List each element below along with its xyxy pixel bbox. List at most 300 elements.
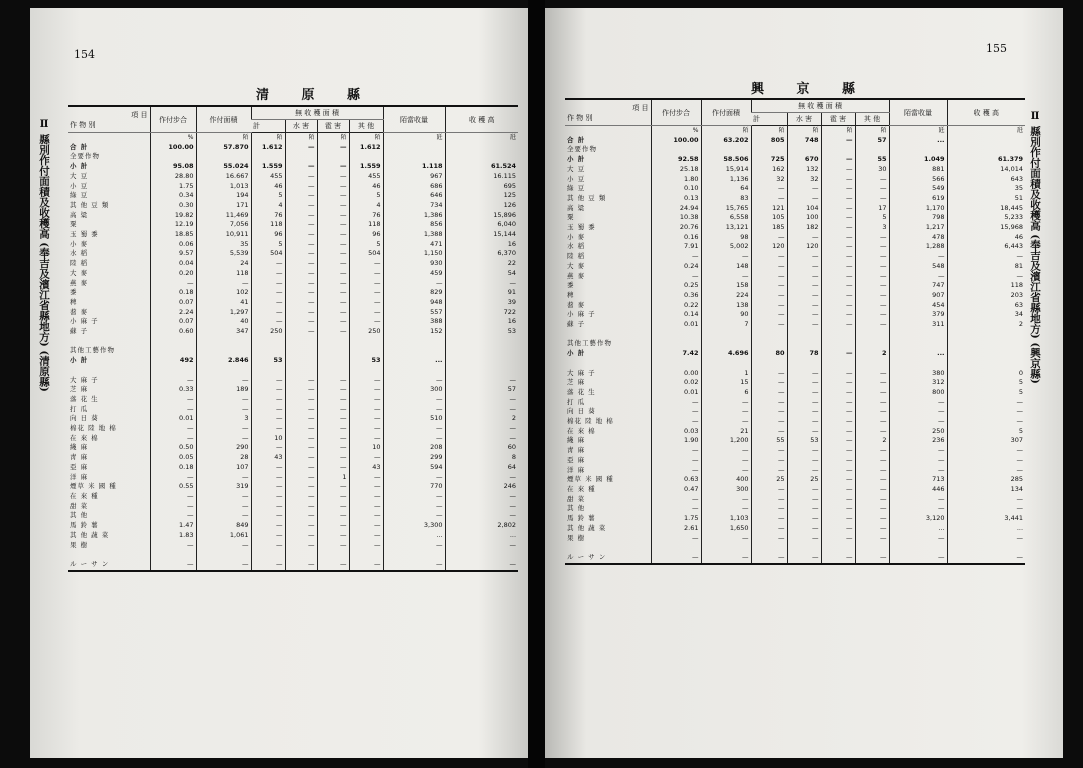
- value-cell: 35: [196, 240, 251, 250]
- value-cell: —: [251, 482, 285, 492]
- value-cell: 21: [701, 427, 751, 437]
- value-cell: 4.696: [701, 349, 751, 359]
- value-cell: 2: [947, 320, 1025, 330]
- value-cell: —: [349, 259, 383, 269]
- table-row: [68, 434, 518, 444]
- value-cell: 6: [701, 388, 751, 398]
- header-other: 其 他: [855, 113, 889, 126]
- value-cell: 126: [445, 201, 518, 211]
- value-cell: 18,445: [947, 204, 1025, 214]
- table-row: [68, 240, 518, 250]
- table-row: [565, 456, 1025, 466]
- value-cell: —: [821, 291, 855, 301]
- value-cell: [821, 145, 855, 155]
- value-cell: [445, 143, 518, 153]
- value-cell: —: [349, 473, 383, 483]
- value-cell: 53: [251, 356, 285, 366]
- value-cell: —: [317, 511, 349, 521]
- table-row: [565, 514, 1025, 524]
- value-cell: [701, 339, 751, 349]
- crop-name-cell: 大 麻 子: [70, 375, 99, 384]
- value-cell: —: [787, 485, 821, 495]
- header-harvest: 收 穫 高: [947, 99, 1025, 126]
- value-cell: —: [349, 279, 383, 289]
- value-cell: [196, 346, 251, 356]
- value-cell: —: [751, 514, 787, 524]
- value-cell: —: [751, 398, 787, 408]
- value-cell: 856: [383, 220, 445, 230]
- value-cell: 95.08: [150, 162, 196, 172]
- value-cell: 121: [751, 204, 787, 214]
- crop-name-cell: 黍: [70, 288, 78, 297]
- value-cell: —: [285, 172, 317, 182]
- value-cell: 118: [251, 220, 285, 230]
- crop-name-cell: 小 豆: [70, 181, 89, 190]
- value-cell: —: [701, 417, 751, 427]
- left-page-title: 清 原 縣: [256, 88, 375, 103]
- value-cell: 478: [889, 233, 947, 243]
- value-cell: —: [445, 560, 518, 571]
- value-cell: —: [855, 398, 889, 408]
- value-cell: 299: [383, 453, 445, 463]
- value-cell: —: [651, 446, 701, 456]
- value-cell: 78: [787, 349, 821, 359]
- value-cell: 312: [889, 378, 947, 388]
- value-cell: —: [317, 482, 349, 492]
- value-cell: —: [285, 405, 317, 415]
- table-row: [565, 369, 1025, 379]
- value-cell: —: [787, 504, 821, 514]
- value-cell: —: [701, 252, 751, 262]
- value-cell: 5: [855, 213, 889, 223]
- value-cell: 300: [383, 385, 445, 395]
- table-row: [565, 310, 1025, 320]
- value-cell: —: [787, 262, 821, 272]
- value-cell: 100.00: [651, 136, 701, 146]
- table-row: [68, 376, 518, 386]
- value-cell: —: [855, 534, 889, 544]
- value-cell: [947, 136, 1025, 146]
- value-cell: 17: [855, 204, 889, 214]
- value-cell: 0.33: [150, 385, 196, 395]
- value-cell: 20.76: [651, 223, 701, 233]
- value-cell: 15: [701, 378, 751, 388]
- value-cell: —: [150, 502, 196, 512]
- unit-cell: 瓩: [889, 126, 947, 136]
- value-cell: —: [821, 524, 855, 534]
- value-cell: 747: [889, 281, 947, 291]
- crop-name-cell: 稗: [567, 290, 575, 299]
- value-cell: —: [947, 398, 1025, 408]
- unit-cell: 陌: [349, 133, 383, 143]
- value-cell: —: [445, 492, 518, 502]
- value-cell: 0.25: [651, 281, 701, 291]
- table-row: [68, 414, 518, 424]
- value-cell: —: [889, 407, 947, 417]
- value-cell: 18.85: [150, 230, 196, 240]
- value-cell: —: [821, 456, 855, 466]
- value-cell: —: [821, 407, 855, 417]
- table-row: [565, 553, 1025, 564]
- table-row: [565, 155, 1025, 165]
- value-cell: —: [821, 514, 855, 524]
- table-row: [68, 502, 518, 512]
- value-cell: —: [855, 407, 889, 417]
- book-gutter: [528, 0, 545, 768]
- value-cell: [445, 152, 518, 162]
- value-cell: —: [821, 320, 855, 330]
- value-cell: —: [787, 291, 821, 301]
- value-cell: 849: [196, 521, 251, 531]
- table-row: [68, 453, 518, 463]
- value-cell: 400: [701, 475, 751, 485]
- value-cell: 1.612: [349, 143, 383, 153]
- unit-cell: 陌: [855, 126, 889, 136]
- value-cell: —: [751, 310, 787, 320]
- value-cell: —: [855, 456, 889, 466]
- crop-name-cell: 打 瓜: [567, 397, 586, 406]
- value-cell: —: [821, 398, 855, 408]
- value-cell: —: [751, 524, 787, 534]
- value-cell: 125: [445, 191, 518, 201]
- value-cell: —: [855, 301, 889, 311]
- value-cell: —: [349, 424, 383, 434]
- value-cell: 1,388: [383, 230, 445, 240]
- value-cell: —: [251, 473, 285, 483]
- value-cell: —: [701, 495, 751, 505]
- value-cell: —: [787, 320, 821, 330]
- crop-name-cell: [68, 337, 150, 347]
- value-cell: [889, 339, 947, 349]
- left-side-title: Ⅱ 縣別作付面積及收穫高 (奉吉及濱江省縣地方) (清原縣): [38, 118, 50, 392]
- table-row: [68, 521, 518, 531]
- unit-cell: 陌: [251, 133, 285, 143]
- value-cell: —: [821, 388, 855, 398]
- value-cell: —: [285, 259, 317, 269]
- value-cell: —: [251, 376, 285, 386]
- crop-name-cell: 大 麻 子: [567, 368, 596, 377]
- value-cell: [855, 359, 889, 369]
- value-cell: —: [317, 424, 349, 434]
- value-cell: —: [285, 414, 317, 424]
- value-cell: [701, 145, 751, 155]
- value-cell: 1.559: [349, 162, 383, 172]
- crop-name-cell: 落 花 生: [567, 387, 596, 396]
- value-cell: —: [821, 165, 855, 175]
- crop-name-cell: 陸 稻: [70, 259, 89, 268]
- crop-name-cell: 綫 麻: [567, 436, 586, 445]
- value-cell: 2.24: [150, 308, 196, 318]
- value-cell: 43: [251, 453, 285, 463]
- table-row: [68, 201, 518, 211]
- value-cell: —: [196, 473, 251, 483]
- value-cell: [947, 339, 1025, 349]
- value-cell: 881: [889, 165, 947, 175]
- value-cell: 46: [251, 182, 285, 192]
- left-page: [30, 8, 528, 758]
- value-cell: 907: [889, 291, 947, 301]
- value-cell: —: [855, 495, 889, 505]
- table-row: [565, 378, 1025, 388]
- value-cell: —: [349, 385, 383, 395]
- value-cell: 2: [855, 436, 889, 446]
- value-cell: —: [349, 376, 383, 386]
- crop-name-cell: 在 來 種: [70, 491, 99, 500]
- value-cell: 19.82: [150, 211, 196, 221]
- value-cell: 7.42: [651, 349, 701, 359]
- unit-cell: 陌: [285, 133, 317, 143]
- value-cell: 0.04: [150, 259, 196, 269]
- table-row: [565, 233, 1025, 243]
- value-cell: —: [751, 291, 787, 301]
- value-cell: 566: [889, 175, 947, 185]
- crop-name-cell: 煙草 米 國 種: [567, 475, 614, 484]
- value-cell: [701, 543, 751, 553]
- value-cell: —: [251, 395, 285, 405]
- value-cell: —: [349, 317, 383, 327]
- value-cell: —: [947, 504, 1025, 514]
- value-cell: —: [947, 495, 1025, 505]
- value-cell: —: [751, 417, 787, 427]
- value-cell: 0.10: [651, 184, 701, 194]
- value-cell: —: [349, 521, 383, 531]
- value-cell: 3,300: [383, 521, 445, 531]
- crop-name-cell: 粟: [70, 220, 78, 229]
- value-cell: —: [150, 511, 196, 521]
- value-cell: —: [150, 473, 196, 483]
- value-cell: 6,443: [947, 242, 1025, 252]
- value-cell: 504: [349, 249, 383, 259]
- value-cell: 5: [947, 378, 1025, 388]
- value-cell: —: [196, 492, 251, 502]
- crop-name-cell: ル ー サ ン: [567, 552, 607, 561]
- value-cell: 148: [701, 262, 751, 272]
- value-cell: [317, 337, 349, 347]
- table-row: [565, 407, 1025, 417]
- value-cell: —: [285, 327, 317, 337]
- value-cell: 64: [445, 463, 518, 473]
- value-cell: —: [251, 385, 285, 395]
- crop-name-cell: 小 麻 子: [567, 310, 596, 319]
- value-cell: —: [751, 233, 787, 243]
- unit-row: [565, 126, 1025, 136]
- unit-cell: %: [651, 126, 701, 136]
- crop-name-cell: 陸 稻: [567, 252, 586, 261]
- right-side-title: Ⅱ 縣別作付面積及收穫高 (奉吉及濱江省縣地方) (興京縣): [1029, 110, 1041, 384]
- value-cell: —: [821, 252, 855, 262]
- crop-name-cell: 甜 菜: [567, 494, 586, 503]
- value-cell: —: [285, 560, 317, 571]
- value-cell: —: [821, 495, 855, 505]
- value-cell: [889, 543, 947, 553]
- value-cell: —: [947, 446, 1025, 456]
- value-cell: —: [855, 291, 889, 301]
- table-row: [68, 259, 518, 269]
- value-cell: 102: [196, 288, 251, 298]
- value-cell: —: [196, 560, 251, 571]
- value-cell: [701, 359, 751, 369]
- value-cell: 380: [889, 369, 947, 379]
- value-cell: 0.07: [150, 317, 196, 327]
- value-cell: —: [285, 143, 317, 153]
- value-cell: [651, 145, 701, 155]
- value-cell: —: [751, 427, 787, 437]
- value-cell: —: [251, 269, 285, 279]
- value-cell: [821, 543, 855, 553]
- value-cell: —: [251, 531, 285, 541]
- value-cell: —: [821, 204, 855, 214]
- value-cell: —: [787, 417, 821, 427]
- value-cell: [285, 550, 317, 560]
- value-cell: 548: [889, 262, 947, 272]
- value-cell: 96: [251, 230, 285, 240]
- value-cell: —: [889, 495, 947, 505]
- value-cell: —: [787, 310, 821, 320]
- value-cell: 53: [349, 356, 383, 366]
- value-cell: 0.01: [150, 414, 196, 424]
- table-row: [565, 349, 1025, 359]
- value-cell: [821, 339, 855, 349]
- value-cell: 185: [751, 223, 787, 233]
- value-cell: —: [445, 395, 518, 405]
- table-row: [68, 560, 518, 571]
- value-cell: 64: [701, 184, 751, 194]
- table-row: [68, 308, 518, 318]
- value-cell: ...: [889, 524, 947, 534]
- value-cell: [787, 145, 821, 155]
- value-cell: 1.90: [651, 436, 701, 446]
- value-cell: [787, 339, 821, 349]
- value-cell: 54: [445, 269, 518, 279]
- value-cell: —: [251, 317, 285, 327]
- table-row: [68, 172, 518, 182]
- crop-name-cell: 芝 麻: [567, 378, 586, 387]
- crop-name-cell: 小 計: [70, 356, 89, 365]
- value-cell: [751, 145, 787, 155]
- header-item-crop: [68, 106, 150, 133]
- value-cell: 722: [445, 308, 518, 318]
- value-cell: —: [317, 560, 349, 571]
- crop-name-cell: 其 他 蔬 菜: [567, 523, 607, 532]
- table-row: [565, 252, 1025, 262]
- value-cell: —: [285, 511, 317, 521]
- value-cell: —: [787, 252, 821, 262]
- value-cell: —: [751, 456, 787, 466]
- value-cell: 41: [196, 298, 251, 308]
- value-cell: —: [651, 495, 701, 505]
- crop-name-cell: [68, 550, 150, 560]
- value-cell: [787, 543, 821, 553]
- table-row: [565, 145, 1025, 155]
- value-cell: —: [285, 230, 317, 240]
- value-cell: —: [317, 502, 349, 512]
- value-cell: —: [701, 456, 751, 466]
- value-cell: —: [251, 308, 285, 318]
- value-cell: —: [821, 504, 855, 514]
- value-cell: —: [285, 182, 317, 192]
- value-cell: —: [445, 279, 518, 289]
- value-cell: 58.506: [701, 155, 751, 165]
- crop-name-cell: 棉花 陸 地 棉: [567, 417, 614, 426]
- value-cell: 35: [947, 184, 1025, 194]
- crop-name-cell: [565, 543, 651, 553]
- value-cell: —: [787, 184, 821, 194]
- value-cell: —: [251, 279, 285, 289]
- value-cell: [285, 356, 317, 366]
- value-cell: [317, 356, 349, 366]
- value-cell: [701, 330, 751, 340]
- value-cell: —: [651, 417, 701, 427]
- value-cell: —: [317, 211, 349, 221]
- value-cell: 138: [701, 301, 751, 311]
- value-cell: —: [787, 466, 821, 476]
- value-cell: —: [317, 249, 349, 259]
- value-cell: —: [855, 262, 889, 272]
- value-cell: [855, 330, 889, 340]
- value-cell: —: [251, 541, 285, 551]
- table-row: [68, 366, 518, 376]
- value-cell: —: [787, 233, 821, 243]
- table-row: [565, 485, 1025, 495]
- crop-name-cell: 全要作物: [70, 152, 100, 161]
- value-cell: 619: [889, 194, 947, 204]
- value-cell: —: [651, 398, 701, 408]
- value-cell: 770: [383, 482, 445, 492]
- value-cell: —: [855, 184, 889, 194]
- value-cell: 34: [947, 310, 1025, 320]
- value-cell: —: [251, 443, 285, 453]
- crop-name-cell: 小 計: [70, 162, 89, 171]
- value-cell: 16.115: [445, 172, 518, 182]
- value-cell: —: [349, 511, 383, 521]
- value-cell: —: [889, 446, 947, 456]
- table-row: [68, 385, 518, 395]
- value-cell: 132: [787, 165, 821, 175]
- value-cell: 0.20: [150, 269, 196, 279]
- value-cell: 0.36: [651, 291, 701, 301]
- value-cell: [751, 359, 787, 369]
- value-cell: —: [947, 272, 1025, 282]
- value-cell: 300: [701, 485, 751, 495]
- value-cell: —: [701, 407, 751, 417]
- value-cell: —: [855, 233, 889, 243]
- value-cell: —: [196, 279, 251, 289]
- value-cell: —: [285, 492, 317, 502]
- table-row: [565, 524, 1025, 534]
- value-cell: 25: [787, 475, 821, 485]
- value-cell: [150, 152, 196, 162]
- value-cell: [445, 550, 518, 560]
- value-cell: 3,441: [947, 514, 1025, 524]
- value-cell: 0.01: [651, 388, 701, 398]
- value-cell: —: [150, 376, 196, 386]
- unit-cell: 瓩: [445, 133, 518, 143]
- value-cell: —: [787, 553, 821, 564]
- value-cell: [445, 356, 518, 366]
- value-cell: —: [787, 378, 821, 388]
- value-cell: —: [317, 521, 349, 531]
- value-cell: —: [701, 553, 751, 564]
- right-page: [545, 8, 1063, 758]
- value-cell: —: [317, 434, 349, 444]
- value-cell: 6,558: [701, 213, 751, 223]
- value-cell: 805: [751, 136, 787, 146]
- value-cell: 2,802: [445, 521, 518, 531]
- value-cell: 1,136: [701, 175, 751, 185]
- value-cell: [947, 145, 1025, 155]
- value-cell: 53: [787, 436, 821, 446]
- value-cell: —: [317, 453, 349, 463]
